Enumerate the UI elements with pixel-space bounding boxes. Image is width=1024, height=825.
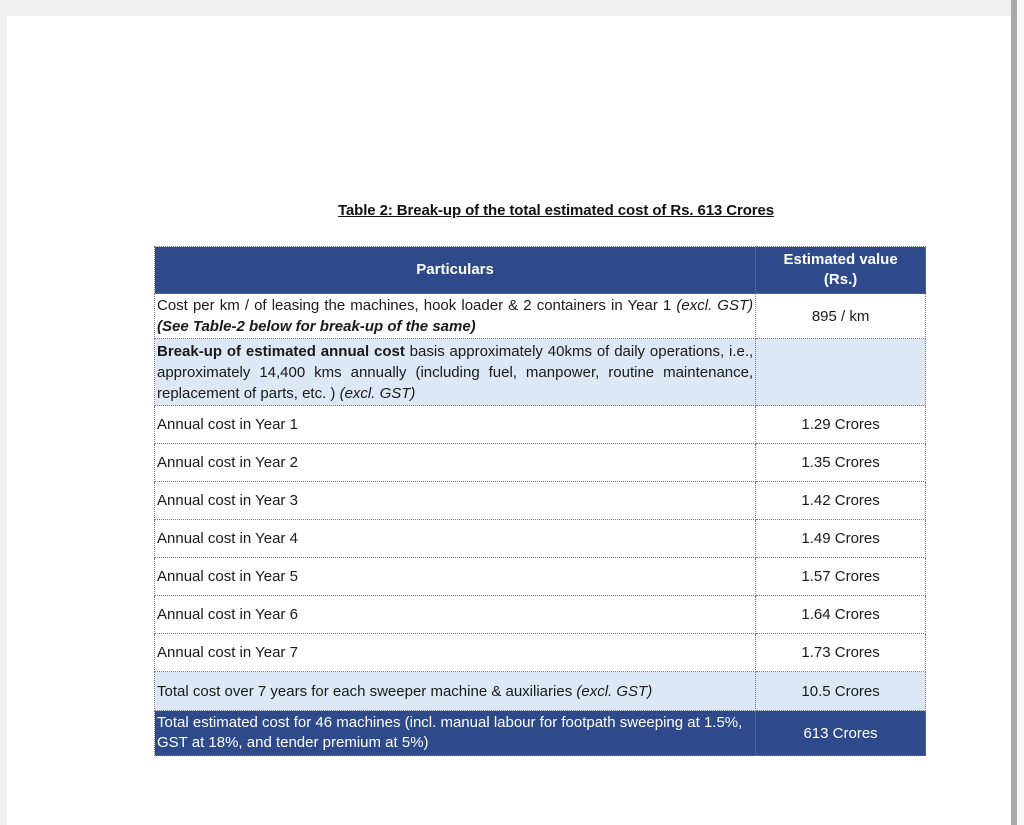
table-header-row: [155, 247, 926, 294]
breakup-italic-note: (excl. GST): [339, 384, 416, 402]
cell-particulars: Annual cost in Year 7: [155, 634, 756, 672]
cell-value: 10.5 Crores: [756, 672, 926, 711]
cell-value: 895 / km: [756, 294, 926, 339]
cell-particulars: [155, 672, 756, 711]
breakup-text: basis approximately 40kms of daily operations, i.e., approximately 14,400 kms annually (including fuel, manpower, routine maintenance, replacement of parts, etc. ): [157, 342, 754, 402]
cell-value: [756, 339, 926, 406]
header-estimated-value: [756, 247, 926, 294]
table-row-year-4: [155, 520, 926, 558]
cell-value: 1.57 Crores: [756, 558, 926, 596]
cell-value: 1.49 Crores: [756, 520, 926, 558]
table-row-grand-total: [155, 711, 926, 756]
header-value-line2: (Rs.): [823, 271, 858, 288]
cell-value: 1.35 Crores: [756, 444, 926, 482]
cost-breakup-table: [154, 246, 926, 756]
cell-particulars: Annual cost in Year 5: [155, 558, 756, 596]
cell-particulars: [155, 294, 756, 339]
table-row-year-1: [155, 406, 926, 444]
cell-particulars: Annual cost in Year 2: [155, 444, 756, 482]
cell-particulars: [155, 339, 756, 406]
cell-particulars: Annual cost in Year 6: [155, 596, 756, 634]
total-text: Total cost over 7 years for each sweeper machine & auxiliaries: [157, 682, 577, 700]
cell-value: 1.73 Crores: [756, 634, 926, 672]
table-row-year-6: [155, 596, 926, 634]
table-row-year-5: [155, 558, 926, 596]
breakup-bold-lead: Break-up of estimated annual cost: [157, 342, 405, 360]
cell-value: 1.64 Crores: [756, 596, 926, 634]
intro-bold-italic-note: (See Table-2 below for break-up of the same): [157, 318, 476, 335]
cell-value: 1.29 Crores: [756, 406, 926, 444]
total-italic-note: (excl. GST): [576, 682, 653, 700]
table-row-total-per-machine: [155, 672, 926, 711]
header-value-line1: Estimated value: [783, 251, 898, 268]
table-row-year-3: [155, 482, 926, 520]
viewer-edge: [1017, 0, 1024, 825]
cell-particulars: Annual cost in Year 1: [155, 406, 756, 444]
intro-text: Cost per km / of leasing the machines, hook loader & 2 containers in Year 1: [157, 297, 677, 314]
header-particulars: Particulars: [155, 247, 756, 294]
table-row-year-2: [155, 444, 926, 482]
cell-particulars: Annual cost in Year 3: [155, 482, 756, 520]
table-caption: Table 2: Break-up of the total estimated cost of Rs. 613 Crores: [337, 202, 775, 219]
table-row-year-7: [155, 634, 926, 672]
cell-particulars: Total estimated cost for 46 machines (incl. manual labour for footpath sweeping at 1.5%, GST at 18%, and tender premium at 5%): [155, 711, 756, 756]
table-row-cost-per-km: [155, 294, 926, 339]
cell-value: 1.42 Crores: [756, 482, 926, 520]
intro-italic-note: (excl. GST): [676, 297, 754, 314]
table-row-annual-breakup: [155, 339, 926, 406]
cell-particulars: Annual cost in Year 4: [155, 520, 756, 558]
cell-value: 613 Crores: [756, 711, 926, 756]
